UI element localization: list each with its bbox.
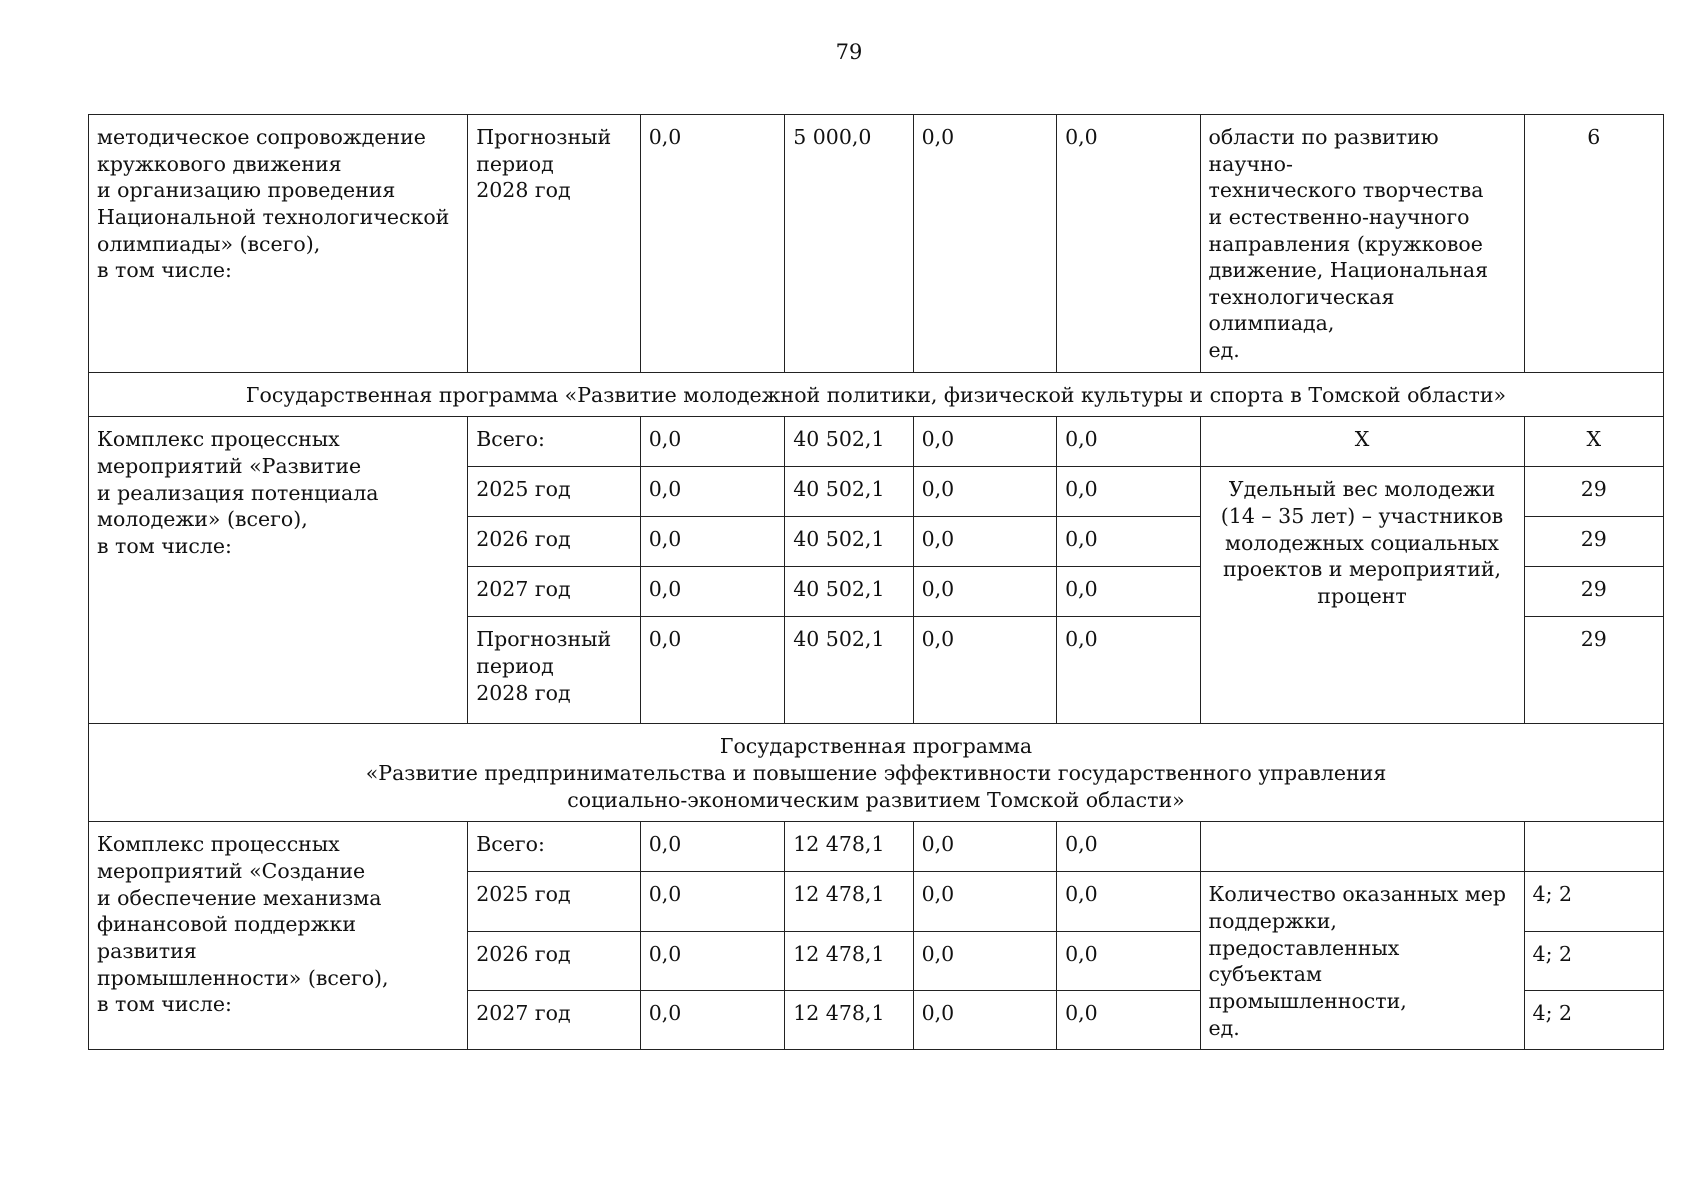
value-cell: 0,0 — [640, 990, 784, 1049]
value-cell: 0,0 — [640, 872, 784, 931]
measure-cell: Комплекс процессных мероприятий «Развитие и реализация потенциала молодежи» (всего), в том числе: — [89, 417, 468, 724]
value-cell: 40 502,1 — [785, 417, 913, 467]
value-cell: 0,0 — [1057, 617, 1200, 724]
value-cell: 40 502,1 — [785, 517, 913, 567]
table-row — [89, 115, 1664, 373]
measure-cell: Комплекс процессных мероприятий «Создание и обеспечение механизма финансовой поддержки развития промышленности» (всего), в том числе: — [89, 822, 468, 1050]
value-cell: 0,0 — [640, 617, 784, 724]
period-cell: 2025 год — [468, 872, 641, 931]
indicator-cell: Х — [1200, 417, 1524, 467]
target-cell: 6 — [1524, 115, 1663, 373]
indicator-cell: Количество оказанных мер поддержки, предоставленных субъектам промышленности, ед. — [1200, 872, 1524, 1050]
value-cell: 0,0 — [913, 567, 1056, 617]
period-cell: 2026 год — [468, 517, 641, 567]
value-cell: 40 502,1 — [785, 617, 913, 724]
value-cell: 0,0 — [640, 517, 784, 567]
indicator-cell — [1200, 822, 1524, 872]
value-cell: 0,0 — [1057, 931, 1200, 990]
value-cell: 0,0 — [1057, 567, 1200, 617]
budget-table — [88, 114, 1664, 1050]
value-cell: 0,0 — [913, 617, 1056, 724]
page-number: 79 — [835, 40, 863, 64]
period-cell: Всего: — [468, 417, 641, 467]
period-cell: Всего: — [468, 822, 641, 872]
value-cell: 0,0 — [913, 517, 1056, 567]
value-cell: 0,0 — [913, 990, 1056, 1049]
value-cell: 0,0 — [1057, 517, 1200, 567]
value-cell: 40 502,1 — [785, 467, 913, 517]
value-cell: 0,0 — [1057, 822, 1200, 872]
program-title: Государственная программа «Развитие предпринимательства и повышение эффективности государственного управления социально-экономическим развитием Томской области» — [89, 724, 1664, 822]
period-cell: 2026 год — [468, 931, 641, 990]
measure-cell: методическое сопровождение кружкового движения и организацию проведения Национальной технологической олимпиады» (всего), в том числе: — [89, 115, 468, 373]
value-cell: 0,0 — [1057, 990, 1200, 1049]
period-cell: 2027 год — [468, 990, 641, 1049]
target-cell: 29 — [1524, 617, 1663, 724]
value-cell: 0,0 — [913, 467, 1056, 517]
value-cell: 0,0 — [913, 822, 1056, 872]
value-cell: 0,0 — [1057, 417, 1200, 467]
value-cell: 0,0 — [1057, 467, 1200, 517]
value-cell: 0,0 — [1057, 872, 1200, 931]
period-cell: Прогнозный период 2028 год — [468, 115, 641, 373]
table-row — [89, 822, 1664, 872]
value-cell: 40 502,1 — [785, 567, 913, 617]
target-cell: 29 — [1524, 517, 1663, 567]
program-row — [89, 724, 1664, 822]
value-cell: 0,0 — [640, 115, 784, 373]
value-cell: 0,0 — [913, 872, 1056, 931]
value-cell: 0,0 — [640, 467, 784, 517]
target-cell: 4; 2 — [1524, 872, 1663, 931]
period-cell: 2025 год — [468, 467, 641, 517]
table-row — [89, 417, 1664, 467]
program-row — [89, 372, 1664, 417]
period-cell: 2027 год — [468, 567, 641, 617]
target-cell: 4; 2 — [1524, 931, 1663, 990]
value-cell: 12 478,1 — [785, 931, 913, 990]
value-cell: 12 478,1 — [785, 990, 913, 1049]
target-cell — [1524, 822, 1663, 872]
value-cell: 0,0 — [640, 931, 784, 990]
target-cell: 4; 2 — [1524, 990, 1663, 1049]
value-cell: 12 478,1 — [785, 822, 913, 872]
value-cell: 0,0 — [1057, 115, 1200, 373]
value-cell: 5 000,0 — [785, 115, 913, 373]
value-cell: 0,0 — [640, 417, 784, 467]
value-cell: 0,0 — [913, 417, 1056, 467]
value-cell: 12 478,1 — [785, 872, 913, 931]
value-cell: 0,0 — [640, 822, 784, 872]
indicator-cell: области по развитию научно- технического творчества и естественно-научного направления (кружковое движение, Национальная технологическая олимпиада, ед. — [1200, 115, 1524, 373]
program-title: Государственная программа «Развитие молодежной политики, физической культуры и спорта в Томской области» — [89, 372, 1664, 417]
target-cell: 29 — [1524, 467, 1663, 517]
value-cell: 0,0 — [913, 115, 1056, 373]
value-cell: 0,0 — [913, 931, 1056, 990]
period-cell: Прогнозный период 2028 год — [468, 617, 641, 724]
value-cell: 0,0 — [640, 567, 784, 617]
indicator-cell: Удельный вес молодежи (14 – 35 лет) – участников молодежных социальных проектов и мероприятий, процент — [1200, 467, 1524, 724]
target-cell: Х — [1524, 417, 1663, 467]
target-cell: 29 — [1524, 567, 1663, 617]
